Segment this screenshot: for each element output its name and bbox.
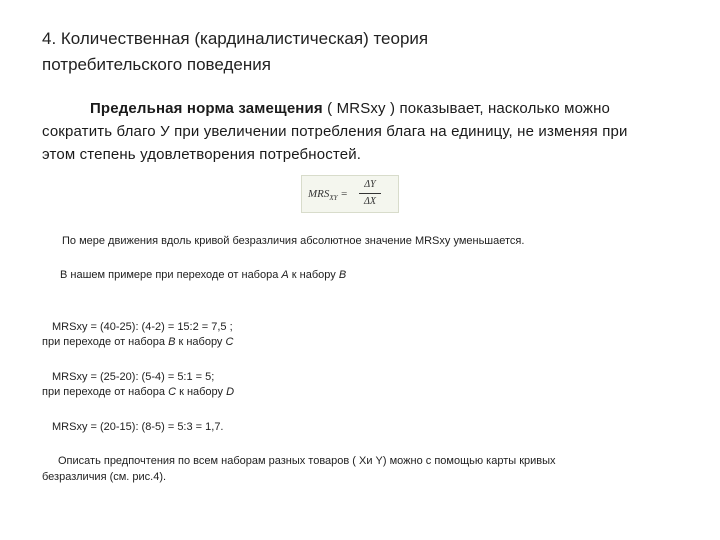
definition-paragraph — [42, 97, 692, 166]
fraction-bar — [359, 193, 381, 194]
formula-subscript: XY — [329, 194, 338, 203]
calc-bc: MRSxy = (25-20): (5-4) = 5:1 = 5; — [52, 371, 215, 383]
set-a-label: А — [281, 269, 289, 281]
definition-line-1 — [42, 97, 692, 120]
conclusion-line-2: безразличия (см. рис.4). — [42, 471, 167, 483]
definition-line-1-rest: ( MRSxy ) показывает, насколько можно — [322, 100, 611, 117]
transition-bc: при переходе от набора В к набору С — [42, 336, 234, 348]
slide-title — [42, 26, 682, 78]
mrs-formula — [301, 175, 399, 213]
title-line-1: 4. Количественная (кардиналистическая) теория — [42, 29, 429, 48]
definition-line-3: этом степень удовлетворения потребностей. — [42, 146, 362, 163]
set-b-label: В — [338, 269, 347, 281]
calc-ab: MRSxy = (40-25): (4-2) = 15:2 = 7,5 ; — [52, 321, 233, 333]
conclusion-line-1: Описать предпочтения по всем наборам разных товаров ( Хи Y) можно с помощью карты кривых — [58, 455, 556, 467]
movement-text: По мере движения вдоль кривой безразличия абсолютное значение MRSxy уменьшается. — [62, 235, 525, 247]
definition-term: Предельная норма замещения — [90, 100, 323, 117]
formula-denominator: ΔX — [364, 196, 376, 207]
calc-cd: MRSxy = (20-15): (8-5) = 5:3 = 1,7. — [52, 421, 224, 433]
definition-line-2: сократить благо У при увеличении потребления блага на единицу, не изменяя при — [42, 123, 628, 140]
formula-fraction — [359, 179, 381, 208]
title-line-2: потребительского поведения — [42, 55, 271, 74]
formula-numerator: ΔY — [364, 179, 376, 190]
formula-equals: = — [337, 188, 348, 200]
transition-cd: при переходе от набора С к набору D — [42, 386, 235, 398]
formula-lhs: $MRS_{XY}$ = — [308, 188, 348, 203]
example-intro: В нашем примере при переходе от набора А к набору В — [60, 269, 347, 281]
